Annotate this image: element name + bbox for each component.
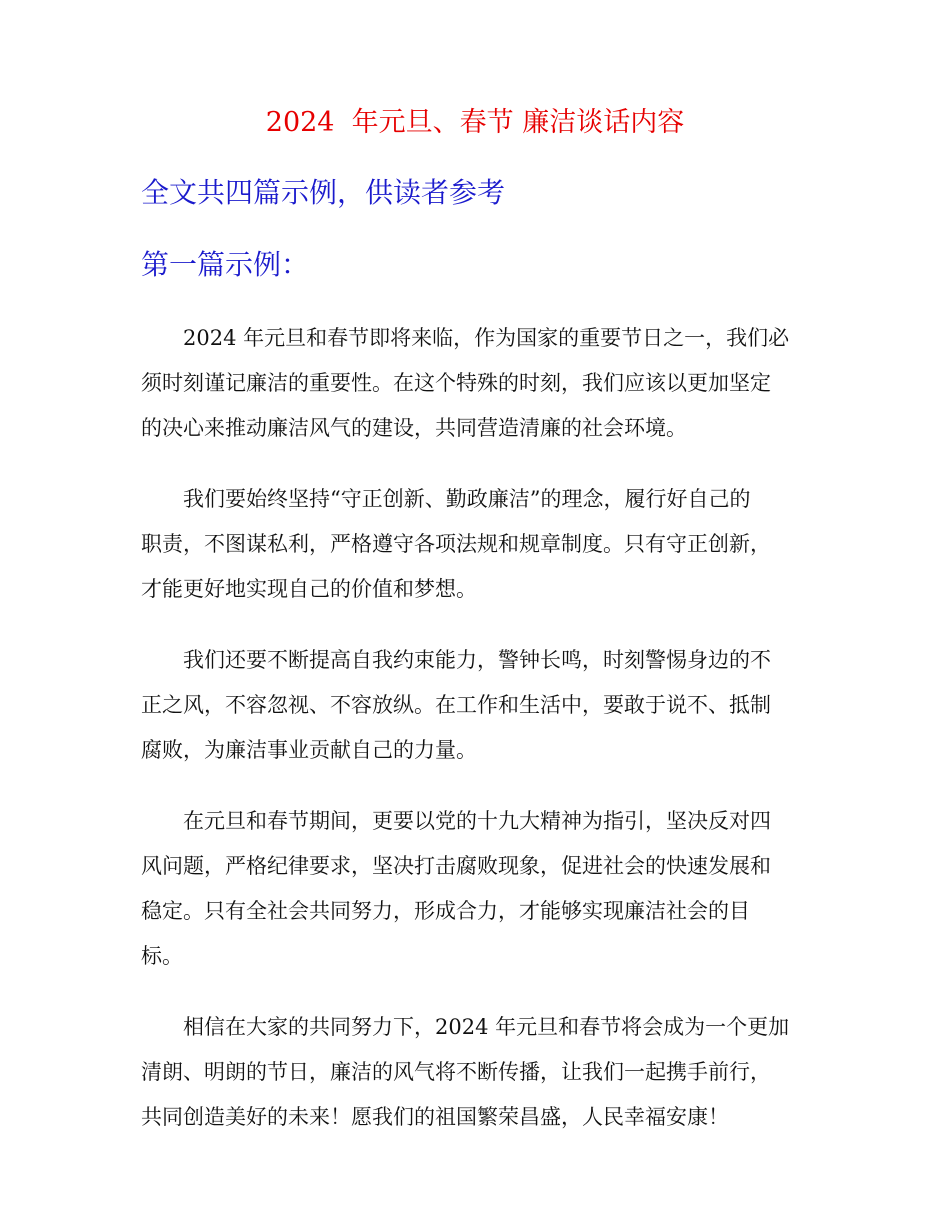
paragraph — [141, 477, 821, 612]
paragraph-line: 才能更好地实现自己的价值和梦想。 — [141, 577, 477, 601]
paragraph-line: 相信在大家的共同努力下，2024 年元旦和春节将会成为一个更加 — [183, 1015, 790, 1039]
paragraph-line: 我们要始终坚持“守正创新、勤政廉洁”的理念，履行好自己的 — [183, 487, 751, 511]
paragraph — [141, 799, 821, 979]
paragraph-line: 标。 — [141, 944, 183, 968]
paragraph-line: 职责，不图谋私利，严格遵守各项法规和规章制度。只有守正创新， — [141, 532, 771, 556]
section-heading: 第一篇示例： — [141, 248, 310, 281]
paragraph-line: 正之风，不容忽视、不容放纵。在工作和生活中，要敢于说不、抵制 — [141, 693, 771, 717]
paragraph-line: 稳定。只有全社会共同努力，形成合力，才能够实现廉洁社会的目 — [141, 899, 750, 923]
document-body — [141, 316, 821, 1166]
paragraph-line: 风问题，严格纪律要求，坚决打击腐败现象，促进社会的快速发展和 — [141, 854, 771, 878]
paragraph-line: 的决心来推动廉洁风气的建设，共同营造清廉的社会环境。 — [141, 416, 687, 440]
paragraph — [141, 638, 821, 773]
paragraph-line: 清朗、明朗的节日，廉洁的风气将不断传播，让我们一起携手前行， — [141, 1060, 771, 1084]
paragraph-line: 共同创造美好的未来！愿我们的祖国繁荣昌盛，人民幸福安康！ — [141, 1105, 729, 1129]
paragraph-line: 须时刻谨记廉洁的重要性。在这个特殊的时刻，我们应该以更加坚定 — [141, 371, 771, 395]
paragraph-line: 腐败，为廉洁事业贡献自己的力量。 — [141, 738, 477, 762]
paragraph — [141, 1005, 821, 1140]
paragraph-line: 2024 年元旦和春节即将来临，作为国家的重要节日之一，我们必 — [183, 326, 790, 350]
document-title: 2024 年元旦、春节 廉洁谈话内容 — [265, 107, 685, 138]
paragraph — [141, 316, 821, 451]
paragraph-line: 在元旦和春节期间，更要以党的十九大精神为指引，坚决反对四 — [183, 809, 771, 833]
paragraph-line: 我们还要不断提高自我约束能力，警钟长鸣，时刻警惕身边的不 — [183, 648, 771, 672]
document-subtitle: 全文共四篇示例，供读者参考 — [141, 176, 506, 209]
